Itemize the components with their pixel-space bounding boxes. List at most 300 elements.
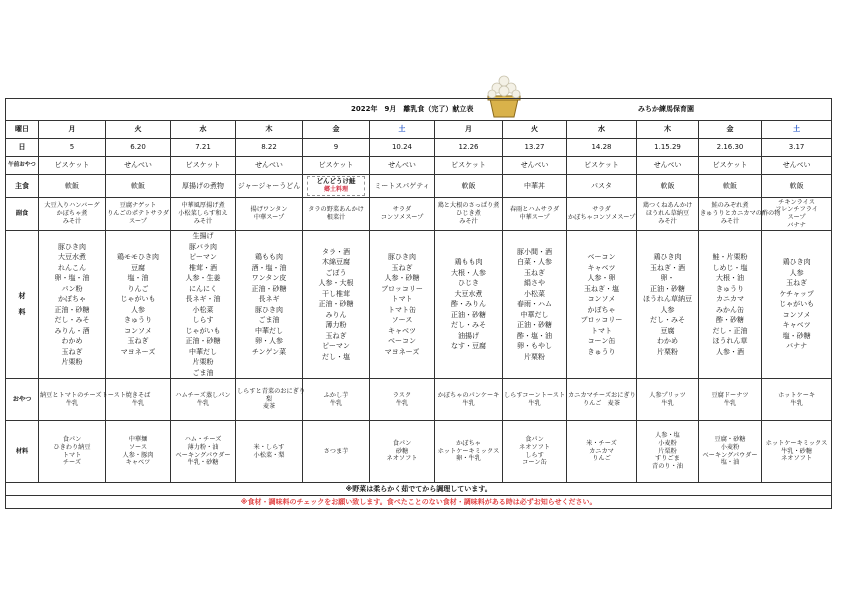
ingredients-cell-line: タラ・酒 — [322, 247, 350, 256]
day-cell: 月 — [435, 121, 503, 139]
day-cell: 木 — [637, 121, 699, 139]
ingredients-cell-line: ほうれん草 — [712, 337, 748, 345]
ingredients-cell-line: 酢・塩・油 — [517, 331, 552, 340]
side-dish-cell-line: みそ汁 — [62, 217, 82, 225]
side-dish-cell-line: かぼちゃ煮 — [56, 210, 88, 218]
ingredients-cell-line: 玉ねぎ — [127, 337, 149, 345]
ingredients-cell-line: 春雨・ハム — [517, 300, 552, 309]
pm-snack-cell-line: ふかし芋 — [323, 391, 349, 399]
ingredients-cell-line: キャベツ — [782, 321, 811, 330]
ingredients-cell — [370, 231, 435, 379]
ingredients-cell-line: だし・みそ — [451, 321, 486, 330]
date-cell: 14.28 — [567, 139, 637, 157]
ingredients-cell-line: ブロッコリー — [381, 284, 423, 293]
snack-ingredients-cell-line: ベーキングパウダー — [175, 451, 231, 459]
snack-ingredients-cell — [567, 421, 637, 483]
ingredients-cell-line: トマト缶 — [388, 305, 416, 314]
pm-snack-cell — [762, 379, 832, 421]
snack-ingredients-cell-line: ひきわり納豆 — [53, 443, 91, 451]
date-row — [6, 139, 832, 157]
ingredients-cell-line: わかめ — [657, 337, 678, 345]
row-label-am-snack: 午前おやつ — [6, 157, 39, 175]
snack-ingredients-cell — [370, 421, 435, 483]
side-dish-cell-line: みそ汁 — [720, 217, 740, 225]
school-name: みちか練馬保育園 — [638, 105, 694, 113]
ingredients-cell-line: 片栗粉 — [657, 347, 678, 356]
row-label-ingredients — [6, 231, 39, 379]
snack-ingredients-cell-line: チーズ — [62, 459, 82, 467]
date-cell: 8.22 — [236, 139, 303, 157]
ingredients-cell-line: ひじき — [458, 279, 479, 288]
ingredients-cell-line: かぼちゃ — [587, 305, 616, 314]
side-dish-cell-line: 春雨とハムサラダ — [509, 206, 560, 214]
side-dish-cell-line: 中華スープ — [253, 214, 285, 221]
side-dish-cell — [303, 198, 370, 231]
snack-ingredients-cell-line: ネオソフト — [519, 443, 550, 451]
row-label-side: 副食 — [6, 198, 39, 231]
date-cell: 2.16.30 — [699, 139, 762, 157]
ingredients-cell-line: じゃがいも — [120, 295, 156, 303]
ingredients-cell-line: 卵・人参 — [255, 337, 283, 345]
ingredients-cell — [435, 231, 503, 379]
snack-ingredients-cell-line: 塩・油 — [720, 459, 740, 467]
snack-ingredients-cell-line: 人参・豚肉 — [122, 451, 154, 459]
side-dish-cell-line: みそ汁 — [459, 217, 478, 225]
ingredients-cell-line: チンゲン菜 — [251, 347, 287, 356]
pm-snack-cell — [699, 379, 762, 421]
snack-ingredients-cell-line: トマト — [62, 451, 82, 459]
ingredients-cell-line: マヨネーズ — [120, 347, 156, 356]
pm-snack-cell-line: 麦茶 — [262, 403, 276, 411]
pm-snack-cell — [39, 379, 127, 421]
ingredients-cell — [699, 231, 762, 379]
ingredients-cell-line: 鶏もも肉 — [454, 258, 483, 267]
staple-cell: 軟飯 — [762, 175, 832, 198]
ingredients-cell-line: 鶏ひき肉 — [653, 253, 682, 261]
ingredients-cell-line: 大豆水煮 — [58, 253, 86, 261]
snack-ingredients-cell-line: さつま芋 — [323, 447, 349, 455]
ingredients-cell-line: 玉ねぎ — [61, 347, 83, 356]
snack-ingredients-cell-line: かぼちゃ — [456, 439, 481, 447]
pm-snack-cell-line: 納豆とトマトのチーズトースト — [40, 391, 127, 399]
ingredients-cell-line: 大豆水煮 — [454, 289, 483, 298]
snack-ingredients-cell — [236, 421, 303, 483]
ingredients-cell-line: 卵・もやし — [517, 342, 552, 351]
pm-snack-cell-line: しらすコーントースト — [504, 391, 566, 399]
ingredients-cell-line: 絹さや — [524, 279, 545, 288]
pm-snack-row — [6, 379, 832, 421]
ingredients-cell-line: 豚ひき肉 — [58, 242, 86, 251]
ingredients-cell-line: トマト — [591, 326, 612, 335]
side-dish-cell-line: きゅうりとカニカマの酢の物 — [700, 210, 781, 218]
ingredients-cell-line: だし・正油 — [712, 326, 748, 335]
ingredients-cell-line: 長ネギ・油 — [185, 295, 221, 303]
regional-dish-box — [307, 176, 365, 195]
ingredients-cell-line: きゅうり — [124, 316, 152, 324]
ingredients-cell-line: コンソメ — [587, 295, 616, 303]
side-dish-cell-line: コンソメスープ — [380, 214, 424, 221]
side-dish-cell-line: 豆腐ナゲット — [119, 202, 157, 210]
am-snack-cell: ビスケット — [567, 157, 637, 175]
side-dish-cell-line: 中華風厚揚げ煮 — [181, 202, 225, 210]
ingredients-cell-line: かぼちゃ — [58, 295, 86, 303]
snack-ingredients-cell — [303, 421, 370, 483]
snack-ingredients-cell-line: 中華麺 — [128, 436, 148, 443]
ingredients-cell-line: 塩・油 — [127, 274, 149, 282]
ingredients-cell-line: キャベツ — [388, 326, 416, 335]
staple-cell: 中華丼 — [503, 175, 567, 198]
date-cell: 12.26 — [435, 139, 503, 157]
snack-ingredients-cell-line: 人参・塩 — [655, 432, 680, 440]
title-row — [6, 99, 832, 121]
ingredients-cell-line: だし・みそ — [54, 316, 90, 324]
am-snack-cell: せんべい — [236, 157, 303, 175]
snack-ingredients-cell-line: すりごま — [655, 455, 680, 463]
ingredients-cell-line: 正油・砂糖 — [318, 300, 354, 309]
ingredients-cell-line: 大根・人参 — [451, 268, 486, 277]
ingredients-cell-line: 人参 — [789, 268, 804, 277]
pm-snack-cell-line: 牛乳 — [329, 399, 343, 407]
pm-snack-cell-line: しらすと青菜のおにぎり — [237, 387, 306, 395]
ingredients-cell-line: きゅうり — [587, 347, 616, 356]
snack-ingredients-cell-line: 薄力粉・油 — [187, 443, 219, 451]
ingredients-cell-line: 豚ひき肉 — [388, 253, 416, 261]
side-dish-cell-line: 鶏つくねあんかけ — [642, 202, 693, 210]
staple-cell-special — [303, 175, 370, 198]
ingredients-cell-line: 卵・ — [660, 274, 675, 282]
snack-ingredients-cell-line: ホットケーキミックス — [437, 447, 500, 455]
pm-snack-cell-line: 豆腐ドーナツ — [711, 391, 749, 399]
am-snack-cell: せんべい — [370, 157, 435, 175]
snack-ingredients-cell-line: 牛乳・砂糖 — [781, 447, 813, 455]
snack-ingredients-cell-line: 卵・牛乳 — [456, 455, 481, 463]
pm-snack-cell — [370, 379, 435, 421]
ingredients-cell — [236, 231, 303, 379]
day-cell: 火 — [106, 121, 171, 139]
ingredients-cell-line: りんご — [127, 284, 149, 293]
side-dish-cell — [171, 198, 236, 231]
snack-ingredients-cell-line: 片栗粉 — [658, 447, 677, 455]
pm-snack-cell — [503, 379, 567, 421]
ingredients-cell-line: バナナ — [786, 342, 808, 351]
ingredients-cell-line: 人参 — [660, 305, 675, 314]
pm-snack-cell-line: 焼きそば — [125, 391, 151, 399]
snack-ingredients-cell — [699, 421, 762, 483]
snack-ingredients-cell-line: ネオソフト — [781, 455, 813, 463]
ingredients-cell-line: マヨネーズ — [384, 347, 420, 356]
ingredients-cell-line: コーン缶 — [587, 337, 616, 345]
snack-ingredients-cell-line: 米・しらす — [253, 443, 285, 451]
ingredients-cell-line: 中華だし — [255, 326, 283, 335]
am-snack-cell: ビスケット — [435, 157, 503, 175]
side-dish-cell — [236, 198, 303, 231]
staple-cell: 軟飯 — [39, 175, 106, 198]
ingredients-cell-line: 豆腐 — [660, 326, 675, 335]
staple-cell: 軟飯 — [435, 175, 503, 198]
pm-snack-cell-line: 牛乳 — [790, 399, 803, 407]
ingredients-cell-line: 大根・油 — [716, 274, 744, 282]
ingredients-cell-line: だし・みそ — [650, 316, 685, 324]
staple-cell: 軟飯 — [637, 175, 699, 198]
date-cell: 9 — [303, 139, 370, 157]
am-snack-cell: ビスケット — [171, 157, 236, 175]
side-dish-cell-line: りんごのポテトサラダ — [107, 210, 169, 218]
snack-ingredients-cell-line: 小麦粉 — [658, 439, 677, 447]
ingredients-cell-line: 鶏モモひき肉 — [117, 253, 159, 261]
am-snack-cell: ビスケット — [39, 157, 106, 175]
ingredients-cell-line: 中華だし — [520, 310, 549, 319]
side-dish-cell-line: ひじき煮 — [456, 210, 481, 218]
side-dish-cell-line: 鮭のみぞれ煮 — [711, 202, 749, 210]
ingredients-cell-line: 玉ねぎ — [786, 279, 808, 288]
ingredients-cell-line: ごま油 — [258, 316, 280, 324]
ingredients-cell-line: 片栗粉 — [61, 358, 83, 366]
side-dish-cell-line: スープ — [129, 217, 147, 225]
ingredients-cell-line: にんにく — [189, 284, 217, 293]
side-dish-cell-line: チキンライス — [778, 198, 815, 206]
row-label-staple: 主食 — [6, 175, 39, 198]
side-dish-cell-line: ほうれん草納豆 — [645, 210, 690, 218]
snack-ingredients-cell — [435, 421, 503, 483]
pm-snack-cell-line: ハムチーズ蒸しパン — [175, 391, 231, 399]
allergy-note-row — [6, 496, 832, 509]
ingredients-cell-line: みかん缶 — [716, 305, 744, 314]
side-dish-cell — [567, 198, 637, 231]
ingredients-cell — [171, 231, 236, 379]
ingredients-cell-line: 椎茸・酒 — [189, 263, 217, 272]
row-label-day: 曜日 — [6, 121, 39, 139]
pm-snack-cell-line: カニカマチーズおにぎり — [568, 391, 636, 399]
pm-snack-cell-line: 牛乳 — [131, 399, 145, 407]
am-snack-cell: ビスケット — [699, 157, 762, 175]
day-cell: 金 — [303, 121, 370, 139]
pm-snack-cell-line: 牛乳 — [65, 399, 79, 407]
ingredients-cell-line: 薄力粉 — [325, 321, 347, 330]
ingredients-cell-line: ブロッコリー — [580, 316, 623, 324]
snack-ingredients-cell-line: ベーキングパウダー — [702, 451, 758, 459]
staple-cell: 軟飯 — [699, 175, 762, 198]
side-dish-cell — [370, 198, 435, 231]
ingredients-cell-line: きゅうり — [716, 284, 744, 293]
pm-snack-cell — [637, 379, 699, 421]
ingredients-cell-line: 玉ねぎ — [325, 331, 347, 340]
ingredients-cell — [303, 231, 370, 379]
date-cell: 3.17 — [762, 139, 832, 157]
date-cell: 13.27 — [503, 139, 567, 157]
snack-ingredients-cell-line: キャベツ — [125, 459, 151, 467]
snack-ingredients-cell — [106, 421, 171, 483]
ingredients-cell-line: トマト — [391, 295, 413, 303]
side-dish-cell — [106, 198, 171, 231]
side-dish-cell — [503, 198, 567, 231]
snack-ingredients-cell-line: 食パン — [525, 436, 544, 443]
ingredients-cell-line: 人参・生姜 — [185, 274, 221, 282]
ingredients-cell-line: 卵・塩・油 — [54, 274, 90, 282]
snack-ingredients-cell-line: 牛乳・砂糖 — [187, 459, 219, 467]
snack-ingredients-cell — [762, 421, 832, 483]
ingredients-cell-line: ごぼう — [325, 268, 347, 277]
pm-snack-cell-line: ラスク — [392, 391, 412, 399]
staple-cell: ジャージャーうどん — [236, 175, 303, 198]
day-cell: 月 — [39, 121, 106, 139]
day-cell: 水 — [567, 121, 637, 139]
ingredients-cell-line: カニカマ — [716, 295, 744, 303]
ingredients-cell-line: 鮭・片栗粉 — [712, 253, 748, 261]
day-cell: 土 — [370, 121, 435, 139]
ingredients-cell-line: 長ネギ — [258, 295, 280, 303]
snack-ingredients-row — [6, 421, 832, 483]
ingredients-cell-line: 正油・砂糖 — [451, 310, 486, 319]
ingredients-cell-line: 人参 — [131, 305, 145, 314]
ingredients-cell — [106, 231, 171, 379]
row-label-char: 材 — [18, 292, 26, 301]
ingredients-cell-line: じゃがいも — [185, 326, 221, 335]
row-label-char: 料 — [18, 307, 26, 316]
snack-ingredients-cell — [637, 421, 699, 483]
snack-ingredients-cell-line: りんご — [592, 455, 611, 463]
ingredients-cell-line: 酒・塩・油 — [251, 263, 287, 272]
ingredients-cell-line: 正油・砂糖 — [517, 321, 552, 330]
snack-ingredients-cell-line: ハム・チーズ — [184, 436, 222, 443]
side-dish-cell — [699, 198, 781, 231]
ingredients-cell-line: 豚小間・酒 — [517, 247, 552, 256]
ingredients-cell-line: 豚ひき肉 — [255, 305, 283, 314]
ingredients-row — [6, 231, 832, 379]
ingredients-cell-line: ソース — [391, 316, 413, 324]
ingredients-cell-line: 片栗粉 — [192, 358, 214, 366]
ingredients-cell-line: 人参・卵 — [587, 274, 616, 282]
ingredients-cell-line: ピーマン — [322, 342, 350, 351]
ingredients-cell-line: 干し椎茸 — [322, 289, 350, 298]
ingredients-cell-line: ごま油 — [192, 368, 214, 377]
day-cell: 水 — [171, 121, 236, 139]
pm-snack-cell — [567, 379, 637, 421]
ingredients-cell-line: しめじ・塩 — [712, 263, 748, 272]
pm-snack-cell — [171, 379, 236, 421]
pm-snack-cell-line: 牛乳 — [196, 399, 210, 407]
ingredients-cell-line: 小松菜 — [524, 289, 545, 298]
regional-cuisine-label: 郷土料理 — [323, 186, 348, 194]
snack-ingredients-cell — [39, 421, 106, 483]
ingredients-cell-line: ベーコン — [388, 337, 416, 345]
vegetable-note: ※野菜は柔らかく茹でてから調理しています。 — [6, 483, 832, 496]
snack-ingredients-cell-line: ソース — [128, 443, 148, 451]
side-dish-cell — [435, 198, 503, 231]
pm-snack-cell-line: りんご 麦茶 — [582, 399, 621, 407]
ingredients-cell-line: 酢・砂糖 — [716, 316, 744, 324]
ingredients-cell-line: 白菜・人参 — [517, 258, 552, 267]
am-snack-row — [6, 157, 832, 175]
ingredients-cell-line: キャベツ — [587, 263, 616, 272]
pm-snack-cell — [236, 379, 306, 421]
pm-snack-cell-line: 牛乳 — [528, 399, 541, 407]
side-dish-cell-line: みそ汁 — [193, 217, 213, 225]
snack-ingredients-cell — [503, 421, 567, 483]
ingredients-cell-line: 正油・砂糖 — [185, 337, 221, 345]
menu-table — [5, 98, 832, 509]
snack-ingredients-cell-line: コーン缶 — [522, 459, 547, 467]
ingredients-cell — [762, 231, 832, 379]
side-dish-cell-line: かぼちゃコンソメスープ — [568, 214, 636, 221]
ingredients-cell-line: ワンタン皮 — [251, 274, 287, 282]
date-cell: 7.21 — [171, 139, 236, 157]
ingredients-cell-line: みりん — [325, 310, 347, 319]
ingredients-cell-line: 玉ねぎ・酒 — [650, 263, 685, 272]
ingredients-cell-line: 豆腐 — [131, 263, 145, 272]
ingredients-cell-line: 小松菜 — [192, 305, 214, 314]
staple-row — [6, 175, 832, 198]
ingredients-cell-line: 人参・酒 — [716, 347, 744, 356]
staple-cell: ミートスパゲティ — [370, 175, 435, 198]
ingredients-cell-line: ケチャップ — [779, 289, 814, 298]
row-label-snack-ingredients: 材料 — [6, 421, 39, 483]
allergy-note: ※食材・調味料のチェックをお願い致します。食べたことのない食材・調味料がある時は必ずお知らせください。 — [6, 496, 832, 509]
side-dish-cell-line: フレンチフライ — [775, 206, 818, 214]
side-dish-cell-line: 揚げワンタン — [250, 206, 288, 214]
side-dish-cell-line: サラダ — [592, 206, 611, 214]
ingredients-cell-line: みりん・酒 — [54, 326, 90, 335]
side-dish-cell-line: タラの野菜あんかけ — [308, 206, 364, 214]
pm-snack-cell-line: 牛乳 — [395, 399, 409, 407]
staple-cell: 軟飯 — [106, 175, 171, 198]
row-label-pm-snack: おやつ — [6, 379, 39, 421]
day-cell: 火 — [503, 121, 567, 139]
ingredients-cell-line: 玉ねぎ — [391, 263, 413, 272]
date-cell: 1.15.29 — [637, 139, 699, 157]
side-dish-cell — [39, 198, 106, 231]
ingredients-cell-line: だし・塩 — [322, 352, 350, 361]
pm-snack-cell — [303, 379, 370, 421]
side-dish-cell-line: バナナ — [787, 221, 806, 229]
ingredients-cell — [39, 231, 106, 379]
snack-ingredients-cell — [171, 421, 236, 483]
snack-ingredients-cell-line: ネオソフト — [386, 455, 418, 463]
am-snack-cell: ビスケット — [303, 157, 370, 175]
snack-ingredients-cell-line: 米・チーズ — [586, 439, 617, 447]
title-cell — [6, 99, 832, 121]
snack-ingredients-cell-line: ホットケーキミックス — [765, 439, 828, 447]
vegetable-note-row — [6, 483, 832, 496]
side-dish-cell-line: 小松菜しらす和え — [178, 210, 228, 218]
ingredients-cell-line: じゃがいも — [779, 300, 815, 309]
am-snack-cell: せんべい — [762, 157, 832, 175]
ingredients-cell-line: コンソメ — [124, 326, 152, 335]
ingredients-cell-line: 正油・砂糖 — [650, 284, 685, 293]
date-cell: 5 — [39, 139, 106, 157]
side-dish-cell-line: みそ汁 — [658, 217, 677, 225]
side-dish-cell-line: サラダ — [392, 206, 412, 214]
snack-ingredients-cell-line: 砂糖 — [395, 447, 409, 455]
snack-ingredients-cell-line: 豆腐・砂糖 — [714, 436, 746, 443]
ingredients-cell-line: 正油・砂糖 — [251, 284, 287, 293]
pm-snack-cell-line: 牛乳 — [661, 399, 674, 407]
pm-snack-cell-line: ホットケーキ — [778, 391, 816, 399]
day-cell: 金 — [699, 121, 762, 139]
side-dish-cell-line: 鶏と大根のさっぱり煮 — [437, 202, 500, 210]
day-cell: 木 — [236, 121, 303, 139]
side-dish-cell-line: 中華スープ — [519, 214, 550, 221]
pm-snack-cell — [435, 379, 503, 421]
ingredients-cell-line: 生揚げ — [192, 232, 214, 240]
side-dish-cell — [637, 198, 699, 231]
am-snack-cell: せんべい — [106, 157, 171, 175]
ingredients-cell-line: 塩・砂糖 — [782, 331, 811, 340]
ingredients-cell-line: 酢・みりん — [451, 300, 486, 309]
ingredients-cell-line: 正油・砂糖 — [54, 305, 90, 314]
ingredients-cell — [567, 231, 637, 379]
menu-title: 2022年 9月 離乳食（完了）献立表 — [351, 105, 474, 113]
ingredients-cell-line: 片栗粉 — [524, 352, 545, 361]
